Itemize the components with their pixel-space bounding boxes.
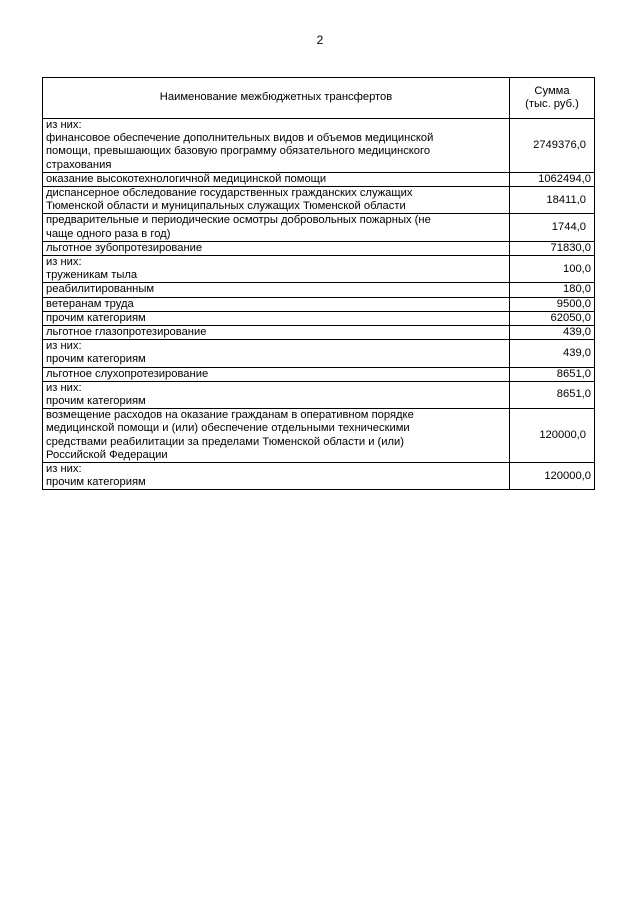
transfers-table bbox=[42, 77, 595, 490]
transfer-name-line: из них: bbox=[46, 381, 82, 394]
table-row bbox=[43, 187, 595, 214]
transfer-name-line: из них: bbox=[46, 119, 82, 131]
transfer-name bbox=[43, 187, 510, 214]
transfer-amount: 120000,0 bbox=[510, 463, 595, 490]
transfer-name-line: льготное глазопротезирование bbox=[46, 326, 207, 339]
table-row bbox=[43, 172, 595, 186]
transfer-name-line: оказание высокотехнологичной медицинской помощи bbox=[46, 172, 327, 185]
transfer-name bbox=[43, 381, 510, 408]
transfer-name-line: прочим категориям bbox=[46, 476, 146, 489]
transfer-name-line: средствами реабилитации за пределами Тюменской области и (или) bbox=[46, 435, 405, 448]
transfer-amount: 439,0 bbox=[510, 340, 595, 367]
column-header-name: Наименование межбюджетных трансфертов bbox=[43, 78, 510, 119]
table-row bbox=[43, 214, 595, 241]
table-row bbox=[43, 367, 595, 381]
transfer-name bbox=[43, 283, 510, 297]
transfer-name bbox=[43, 326, 510, 340]
transfer-amount: 120000,0 bbox=[510, 409, 595, 463]
transfer-name-line: помощи, превышающих базовую программу обязательного медицинского bbox=[46, 145, 431, 158]
transfer-name bbox=[43, 367, 510, 381]
table-row bbox=[43, 297, 595, 311]
table-row bbox=[43, 119, 595, 173]
page-number: 2 bbox=[316, 33, 324, 47]
table-row bbox=[43, 409, 595, 463]
column-header-sum bbox=[510, 78, 595, 119]
transfer-name-line: медицинской помощи и (или) обеспечение отдельными техническими bbox=[46, 422, 410, 435]
transfer-amount: 100,0 bbox=[510, 256, 595, 283]
transfer-amount: 1062494,0 bbox=[510, 172, 595, 186]
transfer-name-line: из них: bbox=[46, 463, 82, 476]
transfer-name-line: из них: bbox=[46, 340, 82, 353]
table-header-row bbox=[43, 78, 595, 119]
transfer-name-line: Тюменской области и муниципальных служащих Тюменской области bbox=[46, 200, 406, 213]
transfer-name-line: реабилитированным bbox=[46, 283, 155, 296]
transfer-name bbox=[43, 297, 510, 311]
transfer-name-line: диспансерное обследование государственных гражданских служащих bbox=[46, 187, 413, 200]
transfer-name-line: предварительные и периодические осмотры добровольных пожарных (не bbox=[46, 214, 431, 227]
transfer-name-line: прочим категориям bbox=[46, 353, 146, 366]
transfer-name-line: из них: bbox=[46, 256, 82, 269]
table-row bbox=[43, 256, 595, 283]
transfer-amount: 71830,0 bbox=[510, 241, 595, 255]
transfer-name bbox=[43, 463, 510, 490]
transfer-amount: 9500,0 bbox=[510, 297, 595, 311]
transfer-amount: 8651,0 bbox=[510, 367, 595, 381]
column-header-sum-title: Сумма bbox=[534, 84, 570, 97]
transfer-amount: 1744,0 bbox=[510, 214, 595, 241]
transfer-name-line: ветеранам труда bbox=[46, 297, 134, 310]
transfer-name bbox=[43, 409, 510, 463]
transfer-name bbox=[43, 241, 510, 255]
table-row bbox=[43, 463, 595, 490]
table-row bbox=[43, 340, 595, 367]
table-row bbox=[43, 283, 595, 297]
transfer-name-line: льготное слухопротезирование bbox=[46, 367, 209, 380]
transfer-name bbox=[43, 340, 510, 367]
transfer-amount: 180,0 bbox=[510, 283, 595, 297]
transfer-name-line: Российской Федерации bbox=[46, 448, 168, 461]
transfer-amount: 2749376,0 bbox=[510, 119, 595, 173]
transfer-amount: 8651,0 bbox=[510, 381, 595, 408]
transfer-name bbox=[43, 311, 510, 325]
transfer-name bbox=[43, 119, 510, 173]
transfer-name-line: прочим категориям bbox=[46, 395, 146, 408]
table-row bbox=[43, 381, 595, 408]
transfer-name-line: финансовое обеспечение дополнительных видов и объемов медицинской bbox=[46, 132, 434, 145]
transfer-amount: 62050,0 bbox=[510, 311, 595, 325]
transfer-name-line: возмещение расходов на оказание гражданам в оперативном порядке bbox=[46, 409, 414, 422]
table-row bbox=[43, 241, 595, 255]
transfer-name-line: труженикам тыла bbox=[46, 269, 138, 282]
transfer-name bbox=[43, 256, 510, 283]
transfer-name bbox=[43, 172, 510, 186]
transfer-name-line: льготное зубопротезирование bbox=[46, 241, 203, 254]
table-row bbox=[43, 326, 595, 340]
transfer-name bbox=[43, 214, 510, 241]
column-header-sum-unit: (тыс. руб.) bbox=[525, 98, 579, 110]
transfer-name-line: прочим категориям bbox=[46, 311, 146, 324]
transfer-name-line: страхования bbox=[46, 158, 112, 171]
transfer-amount: 439,0 bbox=[510, 326, 595, 340]
table-row bbox=[43, 311, 595, 325]
transfer-name-line: чаще одного раза в год) bbox=[46, 227, 171, 240]
transfer-amount: 18411,0 bbox=[510, 187, 595, 214]
